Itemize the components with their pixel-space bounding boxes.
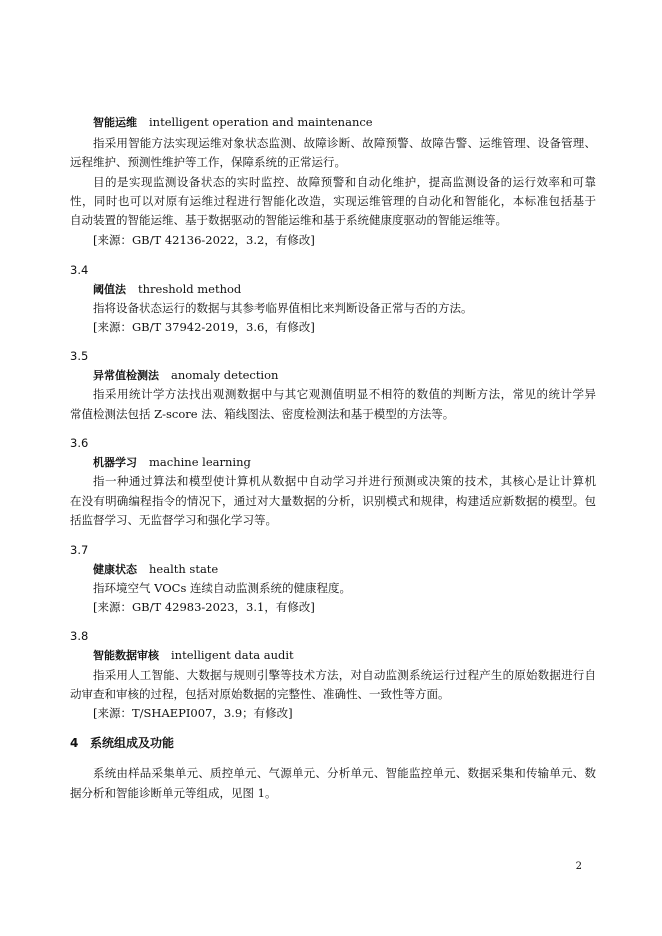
paragraph-line: 目的是实现监测设备状态的实时监控、故障预警和自动化维护，提高监测设备的运行效率和可靠 bbox=[93, 175, 596, 189]
term-line-health bbox=[93, 561, 218, 578]
paragraph-line: 系统由样品采集单元、质控单元、气源单元、分析单元、智能监控单元、数据采集和传输单元、数 bbox=[93, 766, 596, 780]
term-zh: 健康状态 bbox=[93, 563, 137, 576]
paragraph-line: 指采用人工智能、大数据与规则引擎等技术方法，对自动监测系统运行过程产生的原始数据进行自 bbox=[93, 668, 596, 682]
section-number: 3.4 bbox=[70, 263, 89, 277]
chapter-heading bbox=[70, 735, 174, 751]
source-note: [来源：GB/T 42136-2022，3.2，有修改] bbox=[93, 233, 315, 247]
source-note: [来源：T/SHAEPI007，3.9；有修改] bbox=[93, 706, 293, 720]
term-zh: 智能运维 bbox=[93, 116, 137, 129]
paragraph-line: 动审查和审核的过程，包括对原始数据的完整性、准确性、一致性等方面。 bbox=[70, 687, 450, 701]
term-line-anomaly bbox=[93, 367, 278, 384]
term-en: anomaly detection bbox=[171, 368, 279, 382]
paragraph-line: 指采用统计学方法找出观测数据中与其它观测值明显不相符的数值的判断方法，常见的统计学异 bbox=[93, 387, 596, 401]
paragraph-line: 远程维护、预测性维护等工作，保障系统的正常运行。 bbox=[70, 155, 346, 169]
paragraph-line: 指将设备状态运行的数据与其参考临界值相比来判断设备正常与否的方法。 bbox=[93, 301, 473, 315]
term-en: intelligent operation and maintenance bbox=[149, 115, 373, 129]
chapter-number: 4 bbox=[70, 736, 79, 750]
paragraph-line: 常值检测法包括 Z-score 法、箱线图法、密度检测法和基于模型的方法等。 bbox=[70, 407, 455, 421]
term-zh: 异常值检测法 bbox=[93, 369, 159, 382]
section-number: 3.6 bbox=[70, 436, 89, 450]
section-number: 3.7 bbox=[70, 543, 89, 557]
section-number: 3.5 bbox=[70, 349, 89, 363]
paragraph-line: 在没有明确编程指令的情况下，通过对大量数据的分析，识别模式和规律，构建适应新数据的模型。包 bbox=[70, 494, 596, 508]
source-note: [来源：GB/T 42983-2023，3.1，有修改] bbox=[93, 600, 315, 614]
paragraph-line: 据分析和智能诊断单元等组成，见图 1。 bbox=[70, 786, 277, 800]
term-en: threshold method bbox=[138, 282, 242, 296]
term-en: health state bbox=[149, 562, 219, 576]
term-en: intelligent data audit bbox=[171, 648, 294, 662]
term-en: machine learning bbox=[149, 455, 251, 469]
term-zh: 智能数据审核 bbox=[93, 649, 159, 662]
paragraph-line: 括监督学习、无监督学习和强化学习等。 bbox=[70, 513, 277, 527]
term-line-data-audit bbox=[93, 647, 294, 664]
term-line-threshold bbox=[93, 281, 241, 298]
section-number: 3.8 bbox=[70, 629, 89, 643]
page-number: 2 bbox=[575, 861, 582, 872]
source-note: [来源：GB/T 37942-2019，3.6，有修改] bbox=[93, 320, 315, 334]
term-line-intelligent-om bbox=[93, 114, 373, 131]
paragraph-line: 指环境空气 VOCs 连续自动监测系统的健康程度。 bbox=[93, 581, 352, 595]
paragraph-line: 自动装置的智能运维、基于数据驱动的智能运维和基于系统健康度驱动的智能运维等。 bbox=[70, 213, 507, 227]
term-zh: 阈值法 bbox=[93, 283, 126, 296]
chapter-title: 系统组成及功能 bbox=[90, 736, 175, 750]
term-zh: 机器学习 bbox=[93, 456, 137, 469]
paragraph-line: 性，同时也可以对原有运维过程进行智能化改造，实现运维管理的自动化和智能化，本标准包括基于 bbox=[70, 194, 596, 208]
term-line-ml bbox=[93, 454, 251, 471]
paragraph-line: 指一种通过算法和模型使计算机从数据中自动学习并进行预测或决策的技术，其核心是让计算机 bbox=[93, 474, 596, 488]
paragraph-line: 指采用智能方法实现运维对象状态监测、故障诊断、故障预警、故障告警、运维管理、设备管理、 bbox=[93, 136, 596, 150]
